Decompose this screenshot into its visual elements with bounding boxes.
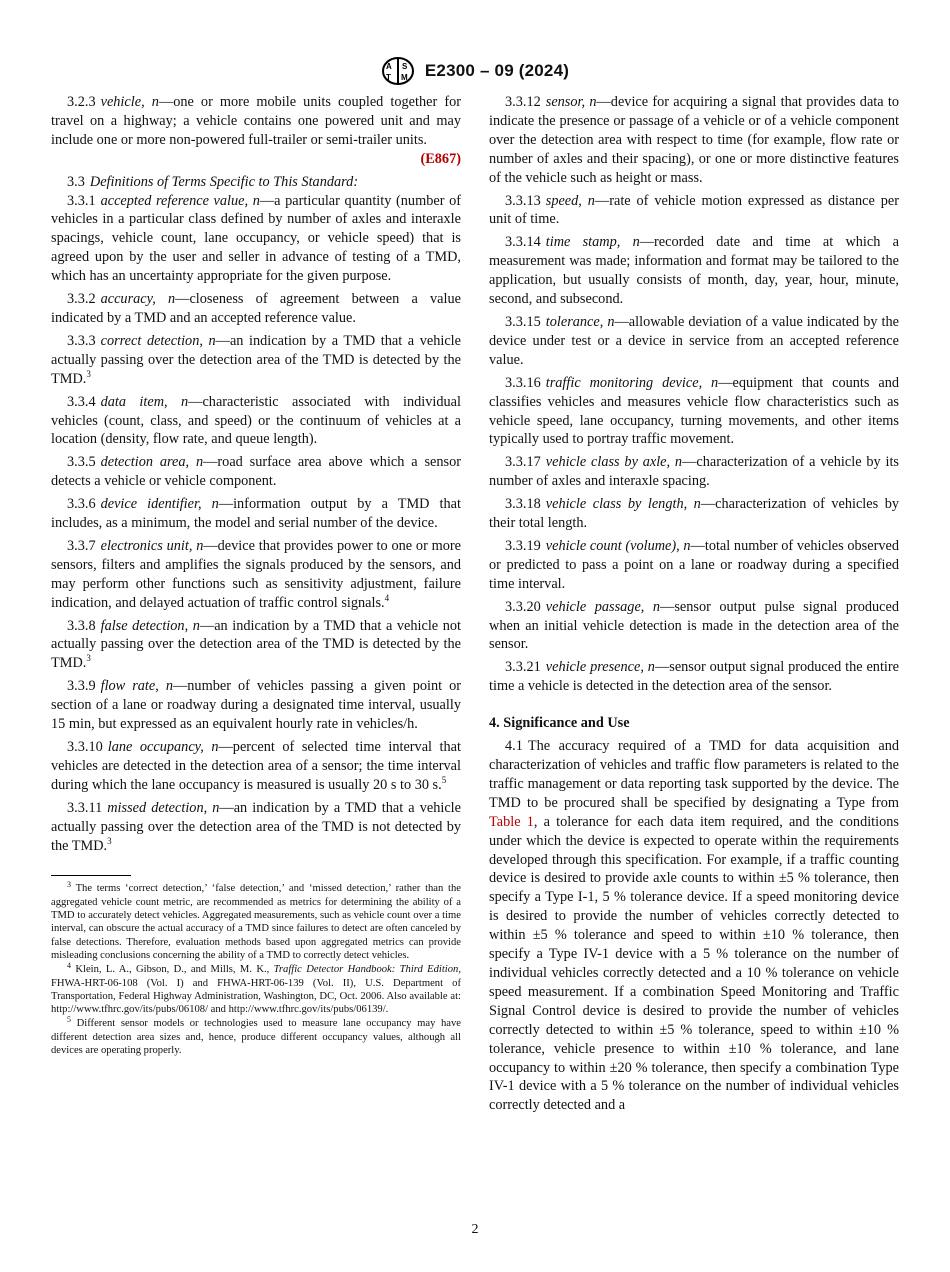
definition-paragraph: 3.3.5 detection area, n—road surface area above which a sensor detects a vehicle or vehicle component. — [51, 454, 462, 490]
definition-paragraph: 3.3.17 vehicle class by axle, n—characterization of a vehicle by its number of axles and interaxle spacing. — [489, 454, 899, 490]
definition-paragraph: 3.3.7 electronics unit, n—device that provides power to one or more sensors, filters and amplifies the signals produced by the sensors, and may perform other functions such as sensitivity adjustment, failure indication, and delayed actuation of traffic control signals.$^4$ — [51, 537, 462, 611]
definition-paragraph: 3.3.8 false detection, n—an indication by a TMD that a vehicle not actually passing over the detection area of the TMD is detected by the TMD.$^3$ — [51, 617, 461, 672]
definition-paragraph: 3.3.14 time stamp, n—recorded date and time at which a measurement was made; information and format may be tailored to the application, but usually consists of month, day, year, hour, minute, second, and subsecond. — [489, 234, 899, 308]
svg-text:T: T — [385, 73, 391, 82]
footnote-marker[interactable]: 4 — [384, 592, 390, 603]
definition-paragraph: 3.3.20 vehicle passage, n—sensor output pulse signal produced when an initial vehicle detection is made in the detection area of the sensor. — [489, 598, 899, 653]
footnote-number: 4 — [67, 961, 71, 971]
definition-paragraph: 3.3.16 traffic monitoring device, n—equipment that counts and classifies vehicles and measures vehicle flow characteristics such as vehicle speed, lane occupancy, turning movements, and other items typically used to portray traffic movement. — [489, 374, 899, 448]
svg-text:S: S — [401, 62, 408, 71]
definition-paragraph: 3.3.12 sensor, n—device for acquiring a signal that provides data to indicate the presence or passage of a vehicle or of a vehicle component over the detection area with respect to time (for example, flow rate or number of axles and their spacing), or one or more distinctive features of the vehicle such as height or mass. — [489, 94, 900, 186]
svg-text:A: A — [385, 62, 392, 71]
document-designation: E2300 – 09 (2024) — [424, 61, 570, 80]
definition-paragraph: 3.3.18 vehicle class by length, n—characterization of vehicles by their total length. — [489, 496, 899, 532]
table-1-link[interactable]: Table 1 — [489, 813, 534, 830]
definition-paragraph: 3.3.9 flow rate, n—number of vehicles passing a given point or section of a lane or roadway during a designated time interval, usually 15 min, but expressed as an equivalent hourly rate in vehicles/h. — [51, 678, 462, 733]
footnote-number: 3 — [67, 880, 71, 890]
section-heading: 4. Significance and Use — [489, 715, 630, 732]
definition-paragraph: 3.3.10 lane occupancy, n—percent of selected time interval that vehicles are detected in the detection area of a sensor; the time interval during which the lane occupancy is measured is usually 20 s to 30 s.$^5$ — [51, 739, 461, 793]
definition-paragraph: 3.2.3 vehicle, n—one or more mobile units coupled together for travel on a highway; a vehicle contains one powered unit and may include one or more non-powered full-trailer or semi-trailer units. — [51, 94, 461, 148]
definition-paragraph: 3.3.4 data item, n—characteristic associated with individual vehicles (count, class, and speed) or the continuum of vehicles at a location (density, flow rate, and queue length). — [51, 393, 461, 448]
definition-paragraph: 3.3.15 tolerance, n—allowable deviation of a value indicated by the device under test or a device in service from an accepted reference value. — [489, 313, 899, 368]
astm-logo-icon — [381, 56, 415, 86]
left-column — [51, 93, 461, 1058]
footnote-marker[interactable]: 3 — [86, 368, 91, 379]
definition-paragraph: 3.3.21 vehicle presence, n—sensor output signal produced the entire time a vehicle is detected in the detection area of the sensor. — [489, 659, 899, 695]
definition-paragraph: 3.3.1 accepted reference value, n—a particular quantity (number of vehicles in a particular class defined by number of axles and interaxle spacings, vehicle count, lane occupancy, or vehicle speed) that is agreed upon by the user and seller in advance of testing of a TMD, which has an uncertainty appropriate for the given purpose. — [51, 192, 461, 285]
body-paragraph: 4.1 The accuracy required of a TMD for data acquisition and characterization of vehicles and traffic flow parameters is related to the traffic management or data reporting task supported by the device. The TMD to be procured shall be specified by designating a Type from Table 1, a tolerance for each data item required, and the conditions under which the device is expected to operate within the requirements developed through this specification. For example, if a traffic counting device is desired to provide axle counts to within ±5 % tolerance, then specify a Type I-1, 5 % tolerance device. If a speed monitoring device is desired to provide the number of vehicles correctly detected to within ±5 % tolerance and speed to within ±10 % tolerance, then specify a Type IV-1 device with a 5 % tolerance on the number of individual vehicles correctly detected and a 10 % tolerance on vehicle speed measurement. If a combination Speed Monitoring and Traffic Signal Control device is desired to provide the number of vehicles correctly detected to within ±5 % tolerance, speed to within ±10 % tolerance, vehicle presence to within ±10 % tolerance, and lane occupancy to within ±20 % tolerance, then specify a combination Type IV-1 device with a 5 % tolerance on the number of individual vehicles correctly detected and a — [489, 738, 899, 1114]
svg-text:M: M — [400, 73, 408, 82]
footnote: $^3$ The terms ‘correct detection,’ ‘false detection,’ and ‘missed detection,’ rather than the aggregated vehicle count metric, are recommended as metrics for determining the ability of a TMD to accurately detect vehicles. Aggregated measurements, such as vehicle count over a time interval, can obscure the actual accuracy of a TMD since failures to detect are often canceled by false detections. Therefore, evaluation methods based upon aggregated metrics can provide misleading conclusions concerning the ability of a TMD to correctly detect vehicles. — [51, 880, 461, 961]
page-number: 2 — [471, 1222, 479, 1237]
footnote-divider — [51, 875, 131, 876]
definition-paragraph: 3.3.13 speed, n—rate of vehicle motion expressed as distance per unit of time. — [489, 192, 899, 228]
reference-citation — [51, 150, 461, 169]
footnote-number: 5 — [67, 1015, 71, 1025]
footnote: $^4$ Klein, L. A., Gibson, D., and Mills, M. K., Traffic Detector Handbook: Third Edition, FHWA-HRT-06-108 (Vol. I) and FHWA-HRT-06-139 (Vol. II), U.S. Department of Transportation, Federal Highway Administration, Washington, DC, Oct. 2006. Also available at: http://www.tfhrc.gov/its/pubs/06108/ and http://www.tfhrc.gov/its/pubs/06139/. — [51, 961, 461, 1016]
page-header — [0, 56, 950, 86]
definition-paragraph: 3.3.2 accuracy, n—closeness of agreement between a value indicated by a TMD and an accepted reference value. — [51, 291, 461, 326]
footnote-marker[interactable]: 3 — [86, 653, 91, 664]
definition-paragraph: 3.3.11 missed detection, n—an indication by a TMD that a vehicle actually passing over the detection area of the TMD is not detected by the TMD.$^3$ — [51, 799, 461, 854]
definition-paragraph: 3.3.3 correct detection, n—an indication by a TMD that a vehicle actually passing over the detection area of the TMD is detected by the TMD.$^3$ — [51, 332, 461, 387]
definition-paragraph: 3.3.6 device identifier, n—information output by a TMD that includes, as a minimum, the model and serial number of the device. — [51, 496, 461, 532]
footnote-marker[interactable]: 5 — [441, 774, 447, 785]
footnote: $^5$ Different sensor models or technologies used to measure lane occupancy may have different detection area sizes and, hence, produce different occupancy values, although all devices are operating properly. — [51, 1015, 461, 1056]
right-column — [489, 93, 899, 1119]
footnote-marker[interactable]: 3 — [107, 835, 112, 846]
reference-link[interactable]: (E867) — [420, 150, 461, 167]
subsection-heading: 3.3 Definitions of Terms Specific to This Standard: — [67, 173, 359, 190]
definition-paragraph: 3.3.19 vehicle count (volume), n—total number of vehicles observed or predicted to pass a point on a lane or roadway during a specified time interval. — [489, 537, 899, 592]
